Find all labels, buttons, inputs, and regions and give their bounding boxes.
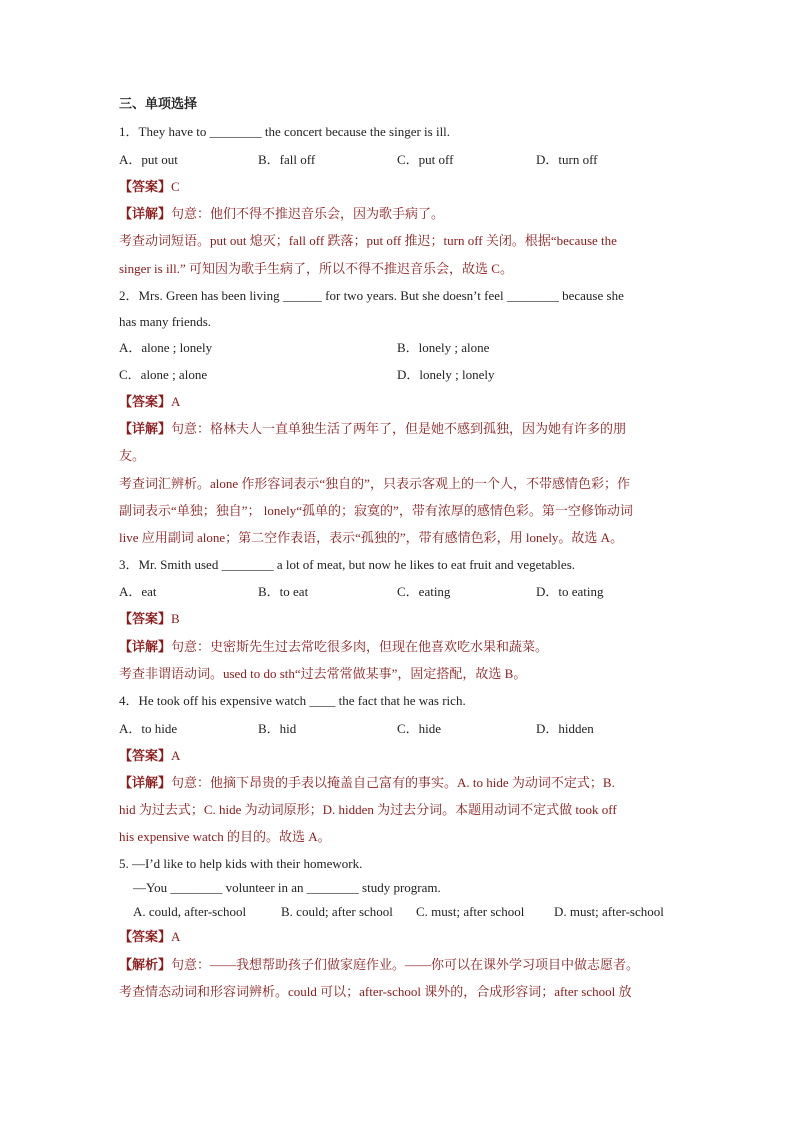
q5-answer-line — [119, 929, 180, 946]
detail-tag: 【详解】 — [119, 640, 172, 655]
q4-answer-line — [119, 748, 180, 765]
q4-option-c: C．hide — [397, 721, 442, 736]
q5-option-b: B. could; after school — [281, 904, 393, 919]
q3-option-d: D．to eating — [536, 584, 604, 599]
q2-answer-line — [119, 394, 180, 411]
q2-option-a: A．alone ; lonely — [119, 340, 213, 355]
q3-stem: 3．Mr. Smith used ________ a lot of meat, but now he likes to eat fruit and vegetables. — [119, 557, 576, 572]
answer-tag: 【答案】 — [119, 930, 172, 945]
q4-detail-line — [119, 775, 615, 792]
q5-answer: A — [171, 929, 181, 944]
q5-detail: 句意：——我想帮助孩子们做家庭作业。——你可以在课外学习项目中做志愿者。 — [171, 957, 640, 972]
q4-option-a: A．to hide — [119, 721, 178, 736]
q2-stem-2: has many friends. — [119, 314, 212, 329]
q4-option-b: B．hid — [258, 721, 297, 736]
q3-option-a: A．eat — [119, 584, 157, 599]
q5-option-d: D. must; after-school — [554, 904, 664, 919]
q2-option-c: C．alone ; alone — [119, 367, 208, 382]
q3-option-b: B．to eat — [258, 584, 309, 599]
answer-tag: 【答案】 — [119, 180, 172, 195]
q1-option-b: B．fall off — [258, 152, 316, 167]
q1-analysis-1: 考查动词短语。put out 熄灭；fall off 跌落；put off 推迟；turn off 关闭。根据“because the — [119, 233, 617, 248]
q5-analysis-1: 考查情态动词和形容词辨析。could 可以；after-school 课外的，合成形容词；after school 放 — [119, 984, 632, 999]
q5-stem-2: —You ________ volunteer in an ________ study program. — [133, 880, 441, 895]
q2-analysis-1: 考查词汇辨析。alone 作形容词表示“独自的”，只表示客观上的一个人，不带感情色彩；作 — [119, 476, 630, 491]
q2-detail-line-1 — [119, 421, 626, 438]
q1-analysis-2: singer is ill.” 可知因为歌手生病了，所以不得不推迟音乐会，故选 C。 — [119, 261, 513, 276]
q3-detail-line — [119, 639, 548, 656]
q2-option-b: B．lonely ; alone — [397, 340, 490, 355]
q1-detail-line — [119, 206, 444, 223]
detail-tag: 【详解】 — [119, 776, 172, 791]
q3-answer-line — [119, 611, 180, 628]
q3-analysis-1: 考查非谓语动词。used to do sth“过去常常做某事”，固定搭配，故选 B。 — [119, 666, 527, 681]
q4-analysis-1: hid 为过去式；C. hide 为动词原形；D. hidden 为过去分词。本题用动词不定式做 took off — [119, 802, 617, 817]
q1-answer-line — [119, 179, 180, 196]
q2-analysis-3: live 应用副词 alone；第二空作表语，表示“孤独的”，带有感情色彩，用 lonely。故选 A。 — [119, 530, 624, 545]
q2-detail-2: 友。 — [119, 448, 146, 463]
q4-option-d: D．hidden — [536, 721, 594, 736]
q2-answer: A — [171, 394, 181, 409]
detail-tag: 【详解】 — [119, 422, 172, 437]
section-title: 三、单项选择 — [119, 97, 198, 112]
answer-tag: 【答案】 — [119, 749, 172, 764]
q4-stem: 4．He took off his expensive watch ____ the fact that he was rich. — [119, 693, 466, 708]
q4-detail-cont: A. to hide 为动词不定式；B. — [457, 775, 615, 790]
q1-option-c: C．put off — [397, 152, 454, 167]
q1-option-d: D．turn off — [536, 152, 598, 167]
detail-tag: 【详解】 — [119, 207, 172, 222]
q3-answer: B — [171, 611, 180, 626]
q5-option-c: C. must; after school — [416, 904, 525, 919]
q1-detail: 句意：他们不得不推迟音乐会，因为歌手病了。 — [171, 206, 445, 221]
q5-stem-1: 5. —I’d like to help kids with their homework. — [119, 856, 363, 871]
q2-option-d: D．lonely ; lonely — [397, 367, 495, 382]
q5-detail-line — [119, 957, 639, 974]
q3-detail: 句意：史密斯先生过去常吃很多肉，但现在他喜欢吃水果和蔬菜。 — [171, 639, 549, 654]
answer-tag: 【答案】 — [119, 612, 172, 627]
q2-detail-1: 句意：格林夫人一直单独生活了两年了，但是她不感到孤独，因为她有许多的朋 — [171, 421, 627, 436]
q1-answer: C — [171, 179, 180, 194]
q2-stem-1: 2．Mrs. Green has been living ______ for two years. But she doesn’t feel ________ because she — [119, 288, 624, 303]
q1-option-a: A．put out — [119, 152, 178, 167]
q4-analysis-2: his expensive watch 的目的。故选 A。 — [119, 829, 331, 844]
q4-answer: A — [171, 748, 181, 763]
q2-analysis-2: 副词表示“单独；独自”； lonely“孤单的；寂寞的”，带有浓厚的感情色彩。第一空修饰动词 — [119, 503, 633, 518]
q4-detail: 句意：他摘下昂贵的手表以掩盖自己富有的事实。 — [171, 775, 458, 790]
analysis-tag: 【解析】 — [119, 958, 172, 973]
q5-option-a: A. could, after-school — [133, 904, 247, 919]
answer-tag: 【答案】 — [119, 395, 172, 410]
q3-option-c: C．eating — [397, 584, 451, 599]
q1-stem: 1．They have to ________ the concert because the singer is ill. — [119, 124, 451, 139]
